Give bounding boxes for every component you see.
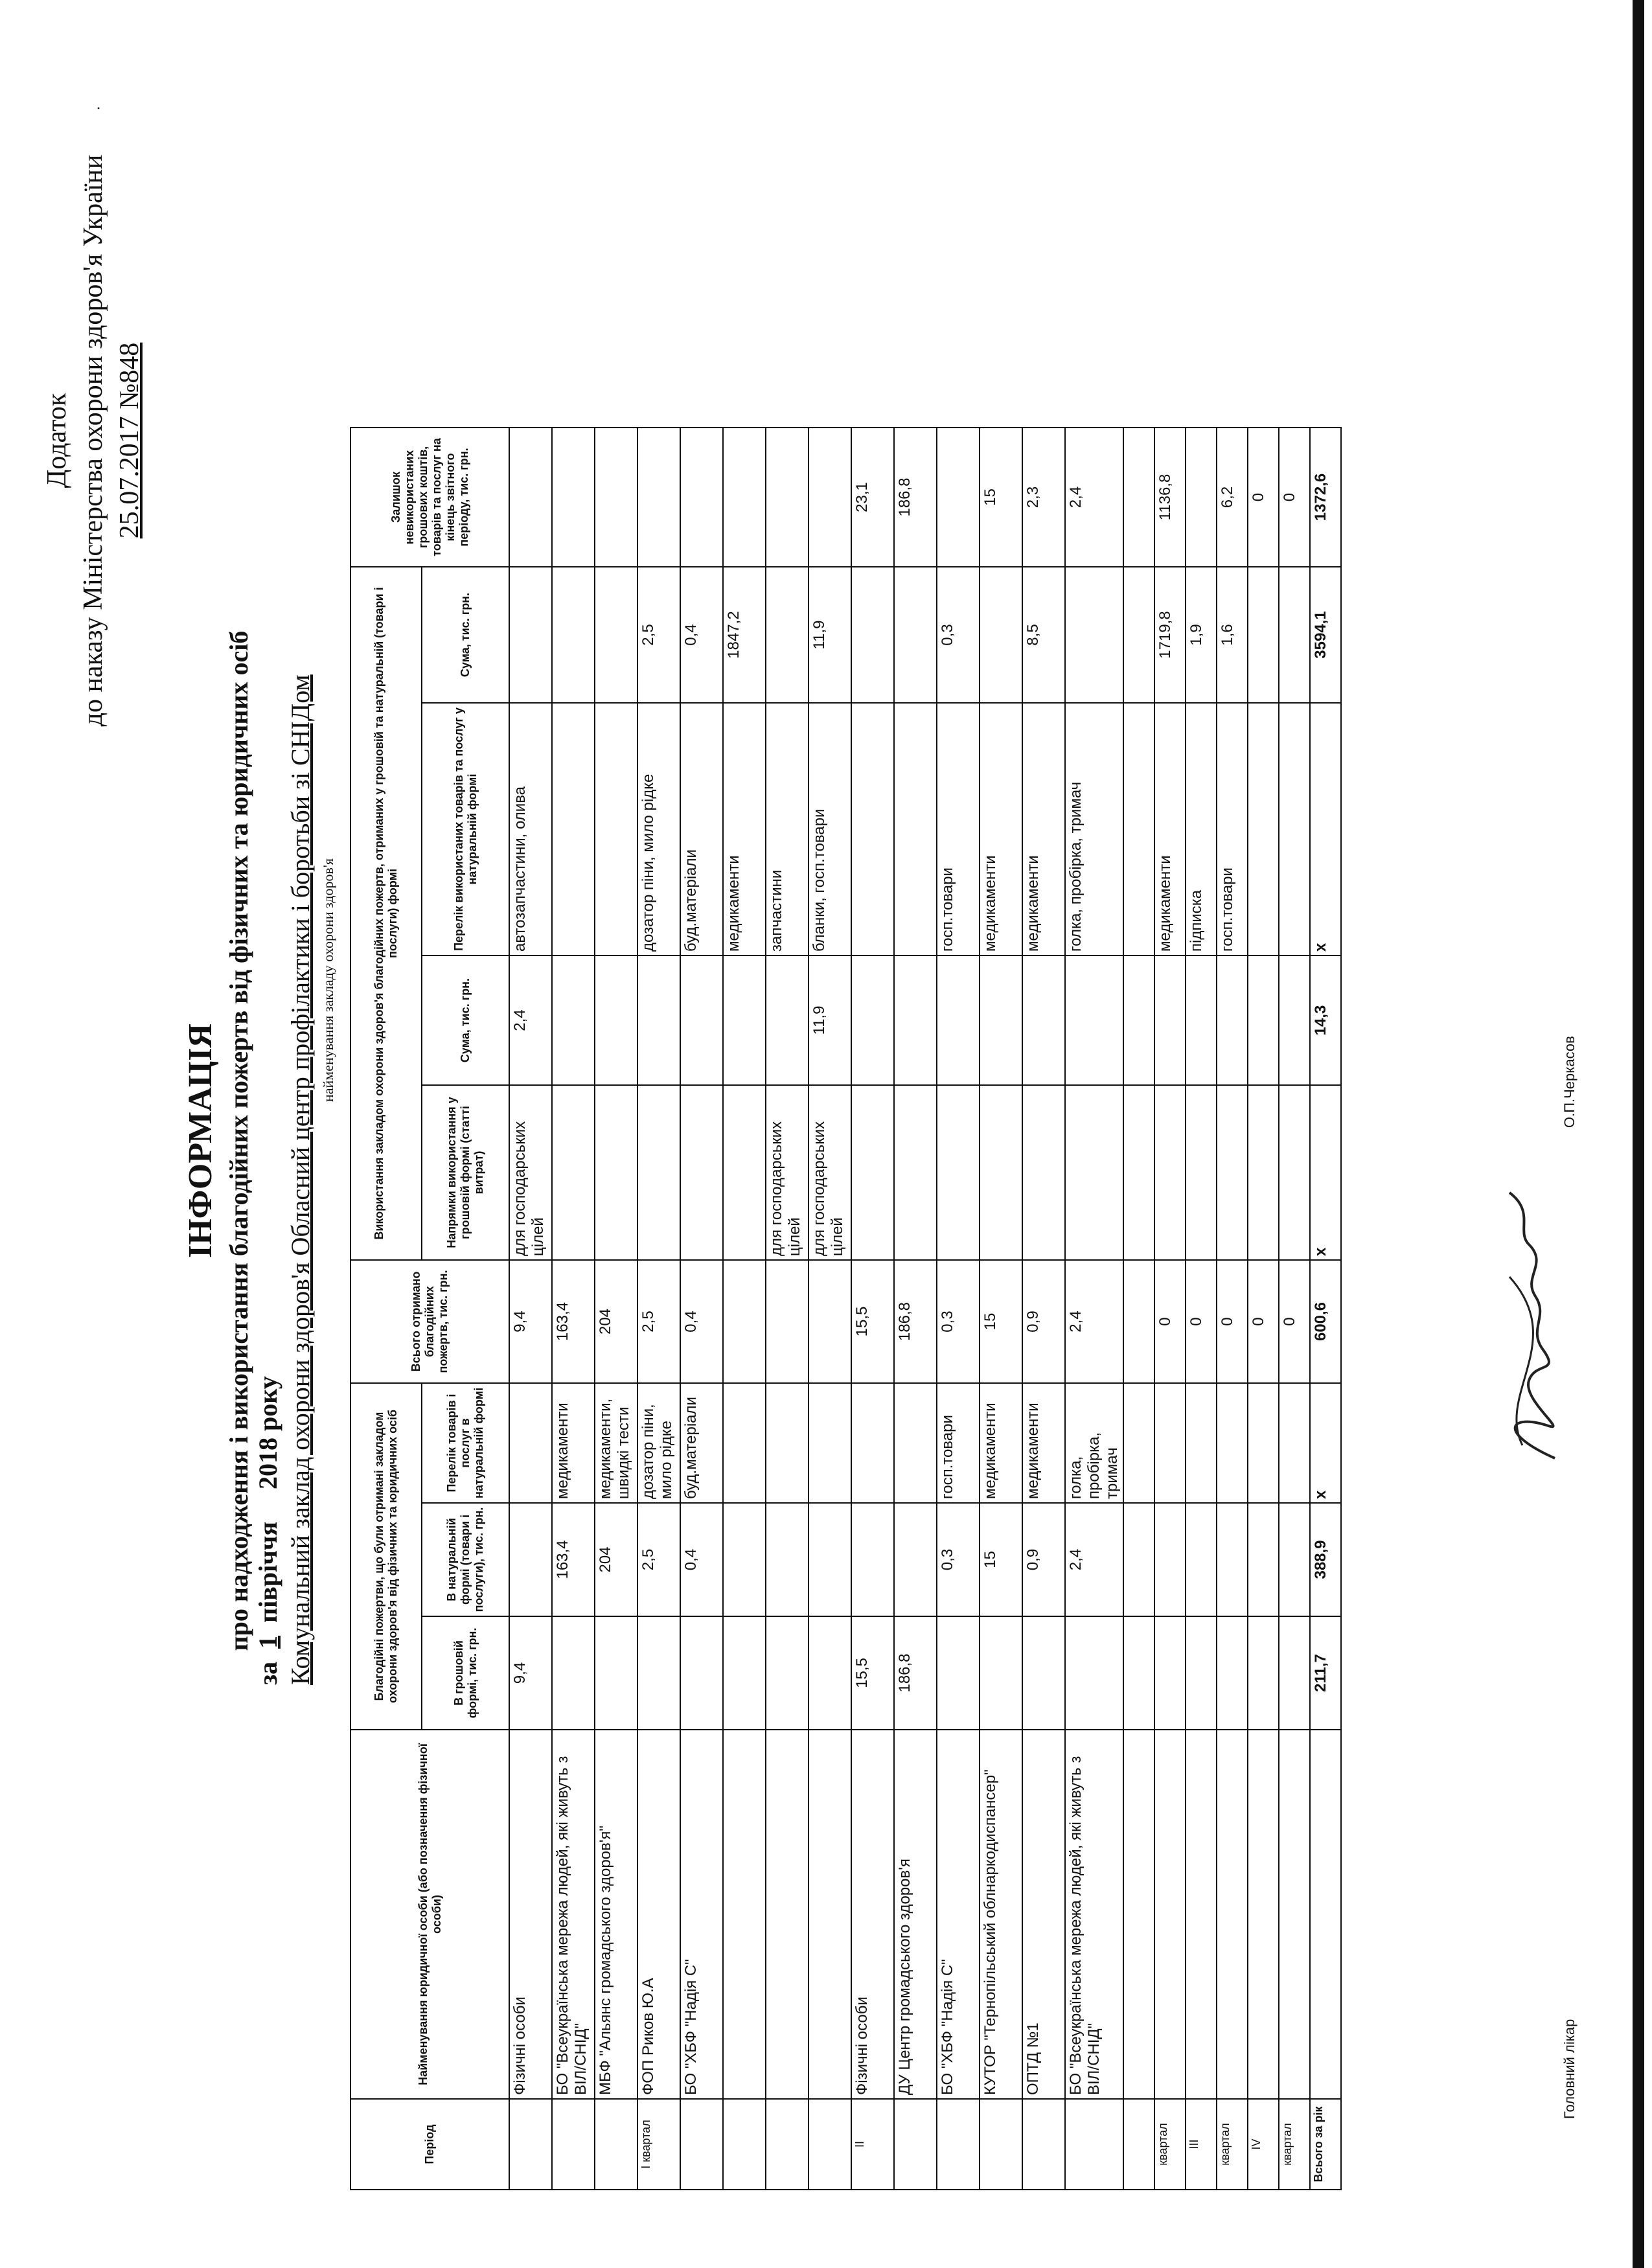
title-sub: про надходження і використання благодійних пожертв від фізичних та юридичних осіб	[224, 630, 253, 1651]
cell-cash	[723, 1616, 766, 1730]
header-cash: В грошовій формі, тис. грн.	[422, 1616, 509, 1730]
cell-dir	[980, 1085, 1022, 1260]
cell-period	[809, 2099, 851, 2190]
cell-inkind	[809, 1503, 851, 1616]
cell-donor	[809, 1730, 851, 2099]
cell-bal: 6,2	[1217, 428, 1248, 567]
cell-usum: 0,4	[680, 567, 723, 703]
cell-list: буд.матеріали	[680, 1383, 723, 1503]
header-inkind: В натуральній формі (товари і послуги), тис. грн.	[422, 1503, 509, 1616]
cell-bal	[937, 428, 980, 567]
cell-ulist: госп.товари	[937, 703, 980, 956]
cell-cash	[1022, 1616, 1065, 1730]
cell-period	[1123, 2099, 1154, 2190]
document-title	[181, 428, 254, 1853]
table-row	[1154, 428, 1186, 2190]
cell-usum: 1719,8	[1154, 567, 1186, 703]
cell-usum	[595, 567, 637, 703]
institution-caption: найменування закладу охорони здоров'я	[320, 858, 336, 1102]
cell-bal	[680, 428, 723, 567]
cell-period	[595, 2099, 637, 2190]
institution-name: Комунальний заклад охорони здоров'я Обласний центр профілактики і боротьби зі СНІДом	[286, 674, 315, 1685]
cell-bal: 1136,8	[1154, 428, 1186, 567]
cell-inkind	[1217, 1503, 1248, 1616]
table-row	[1022, 428, 1065, 2190]
cell-ulist: бланки, госп.товари	[809, 703, 851, 956]
cell-cash	[980, 1616, 1022, 1730]
header-inkind-list: Перелік товарів і послуг в натуральній формі	[422, 1383, 509, 1503]
cell-usum	[1123, 567, 1154, 703]
cell-inkind: 0,3	[937, 1503, 980, 1616]
cell-usum	[894, 567, 937, 703]
cell-usum	[1248, 567, 1279, 703]
cell-donor	[1310, 1730, 1341, 2099]
cell-period	[980, 2099, 1022, 2190]
cell-period: II	[851, 2099, 894, 2190]
cell-usum: 1,9	[1186, 567, 1217, 703]
cell-dir	[1186, 1085, 1217, 1260]
cell-dir: для господарських цілей	[509, 1085, 552, 1260]
period-year: 2018 року	[253, 1376, 282, 1490]
cell-cash	[680, 1616, 723, 1730]
cell-inkind	[723, 1503, 766, 1616]
cell-total: 163,4	[552, 1260, 595, 1383]
cell-usum: 11,9	[809, 567, 851, 703]
cell-csum	[1022, 956, 1065, 1085]
cell-usum: 8,5	[1022, 567, 1065, 703]
table-row	[1186, 428, 1217, 2190]
cell-inkind	[1248, 1503, 1279, 1616]
cell-dir	[937, 1085, 980, 1260]
signer-position: Головний лікар	[1561, 2019, 1577, 2119]
cell-period	[1065, 2099, 1123, 2190]
cell-donor: БО "ХБФ "Надія С"	[680, 1730, 723, 2099]
cell-ulist	[595, 703, 637, 956]
cell-dir	[1065, 1085, 1123, 1260]
cell-total: 15,5	[851, 1260, 894, 1383]
appendix-order: до наказу Міністерства охорони здоров'я України	[78, 154, 108, 727]
table-row	[1065, 428, 1123, 2190]
cell-csum	[937, 956, 980, 1085]
cell-donor	[1123, 1730, 1154, 2099]
cell-total: 0	[1154, 1260, 1186, 1383]
cell-dir	[1279, 1085, 1310, 1260]
cell-dir	[851, 1085, 894, 1260]
cell-bal	[809, 428, 851, 567]
table-row	[1217, 428, 1248, 2190]
cell-inkind	[1154, 1503, 1186, 1616]
table-row	[766, 428, 809, 2190]
cell-usum: 3594,1	[1310, 567, 1341, 703]
cell-total	[1123, 1260, 1154, 1383]
cell-donor: КУТОР "Тернопільський облнаркодиспансер"	[980, 1730, 1022, 2099]
cell-period: квартал	[1279, 2099, 1310, 2190]
table-row	[1248, 428, 1279, 2190]
cell-csum	[1065, 956, 1123, 1085]
cell-inkind: 15	[980, 1503, 1022, 1616]
cell-bal: 2,4	[1065, 428, 1123, 567]
cell-cash: 186,8	[894, 1616, 937, 1730]
cell-donor	[1154, 1730, 1186, 2099]
cell-list	[1279, 1383, 1310, 1503]
cell-ulist	[1279, 703, 1310, 956]
cell-total: 0,3	[937, 1260, 980, 1383]
cell-bal: 0	[1248, 428, 1279, 567]
cell-total: 0,9	[1022, 1260, 1065, 1383]
table-row	[980, 428, 1022, 2190]
cell-total: 0	[1248, 1260, 1279, 1383]
cell-donor: ОПТД №1	[1022, 1730, 1065, 2099]
table-row	[1310, 428, 1341, 2190]
cell-inkind	[766, 1503, 809, 1616]
cell-ulist: підписка	[1186, 703, 1217, 956]
table-row	[680, 428, 723, 2190]
cell-dir	[1123, 1085, 1154, 1260]
cell-inkind: 2,4	[1065, 1503, 1123, 1616]
header-used-group: Використання закладом охорони здоров'я благодійних пожертв, отриманих у грошовій та натуральній (товари і послуги) формі	[350, 567, 422, 1260]
cell-usum: 1,6	[1217, 567, 1248, 703]
cell-cash: 9,4	[509, 1616, 552, 1730]
cell-period: I квартал	[637, 2099, 680, 2190]
cell-ulist	[552, 703, 595, 956]
cell-usum	[980, 567, 1022, 703]
cell-bal: 23,1	[851, 428, 894, 567]
cell-ulist	[1248, 703, 1279, 956]
table-row	[509, 428, 552, 2190]
cell-cash	[937, 1616, 980, 1730]
cell-cash: 211,7	[1310, 1616, 1341, 1730]
cell-ulist: автозапчастини, олива	[509, 703, 552, 956]
cell-list	[766, 1383, 809, 1503]
cell-ulist: x	[1310, 703, 1341, 956]
appendix-header	[39, 149, 148, 732]
cell-total: 186,8	[894, 1260, 937, 1383]
cell-inkind: 388,9	[1310, 1503, 1341, 1616]
cell-usum: 2,5	[637, 567, 680, 703]
cell-cash	[595, 1616, 637, 1730]
header-total: Всього отримано благодійних пожертв, тис. грн.	[350, 1260, 509, 1383]
cell-total	[723, 1260, 766, 1383]
cell-list	[509, 1383, 552, 1503]
cell-list: медикаменти, швидкі тести	[595, 1383, 637, 1503]
cell-inkind: 2,5	[637, 1503, 680, 1616]
cell-bal	[1123, 428, 1154, 567]
scan-edge	[1633, 0, 1644, 2268]
cell-period: квартал	[1217, 2099, 1248, 2190]
cell-dir	[894, 1085, 937, 1260]
cell-list: медикаменти	[1022, 1383, 1065, 1503]
cell-csum	[1123, 956, 1154, 1085]
header-balance: Залишок невикористаних грошових коштів, товарів та послуг на кінець звітного періоду, тис. грн.	[350, 428, 509, 567]
cell-ulist: буд.матеріали	[680, 703, 723, 956]
cell-list	[1154, 1383, 1186, 1503]
appendix-label: Додаток	[42, 393, 72, 488]
table-row	[637, 428, 680, 2190]
cell-period	[723, 2099, 766, 2190]
table-row	[1123, 428, 1154, 2190]
cell-total: 204	[595, 1260, 637, 1383]
cell-list	[894, 1383, 937, 1503]
period-num: 1	[253, 1635, 282, 1649]
table-row	[595, 428, 637, 2190]
cell-csum	[766, 956, 809, 1085]
cell-csum	[1154, 956, 1186, 1085]
cell-inkind	[1279, 1503, 1310, 1616]
cell-dir	[723, 1085, 766, 1260]
cell-csum	[723, 956, 766, 1085]
header-inkind-used-list: Перелік використаних товарів та послуг у натуральній формі	[422, 703, 509, 956]
cell-total	[809, 1260, 851, 1383]
cell-csum	[637, 956, 680, 1085]
cell-csum	[1217, 956, 1248, 1085]
table-row	[552, 428, 595, 2190]
cell-inkind	[509, 1503, 552, 1616]
cell-inkind	[851, 1503, 894, 1616]
cell-dir: для господарських цілей	[766, 1085, 809, 1260]
cell-cash	[1279, 1616, 1310, 1730]
signer-name: О.П.Черкасов	[1561, 1036, 1577, 1128]
scan-mark: ·	[91, 106, 108, 111]
header-cash-direction: Напрямки використання у грошовій формі (статті витрат)	[422, 1085, 509, 1260]
table-body	[509, 428, 1341, 2190]
cell-dir	[680, 1085, 723, 1260]
cell-bal	[595, 428, 637, 567]
cell-cash	[552, 1616, 595, 1730]
cell-list	[809, 1383, 851, 1503]
cell-csum	[552, 956, 595, 1085]
cell-total: 0	[1217, 1260, 1248, 1383]
cell-ulist: дозатор піни, мило рідке	[637, 703, 680, 956]
cell-inkind	[894, 1503, 937, 1616]
cell-csum	[851, 956, 894, 1085]
title-main: ІНФОРМАЦІЯ	[182, 1023, 219, 1259]
cell-list	[1123, 1383, 1154, 1503]
cell-donor: БО "Всеукраїнська мережа людей, які живуть з ВІЛ/СНІД"	[552, 1730, 595, 2099]
cell-usum: 0,3	[937, 567, 980, 703]
cell-dir	[1154, 1085, 1186, 1260]
cell-total: 0,4	[680, 1260, 723, 1383]
cell-dir	[595, 1085, 637, 1260]
cell-ulist: медикаменти	[1022, 703, 1065, 956]
cell-total: 9,4	[509, 1260, 552, 1383]
cell-total: 2,5	[637, 1260, 680, 1383]
cell-dir	[1022, 1085, 1065, 1260]
cell-csum	[595, 956, 637, 1085]
cell-donor: БО "Всеукраїнська мережа людей, які живуть з ВІЛ/СНІД"	[1065, 1730, 1123, 2099]
table-row	[937, 428, 980, 2190]
table-row	[723, 428, 766, 2190]
cell-usum: 1847,2	[723, 567, 766, 703]
cell-csum	[680, 956, 723, 1085]
cell-csum: 14,3	[1310, 956, 1341, 1085]
cell-total: 15	[980, 1260, 1022, 1383]
cell-period	[937, 2099, 980, 2190]
period-za: за	[253, 1661, 282, 1685]
cell-list: дозатор піни, мило рідке	[637, 1383, 680, 1503]
cell-usum	[851, 567, 894, 703]
cell-inkind: 204	[595, 1503, 637, 1616]
cell-ulist: запчастини	[766, 703, 809, 956]
cell-donor	[1279, 1730, 1310, 2099]
cell-donor	[1248, 1730, 1279, 2099]
cell-list: медикаменти	[980, 1383, 1022, 1503]
cell-list	[851, 1383, 894, 1503]
cell-bal	[723, 428, 766, 567]
cell-total: 0	[1279, 1260, 1310, 1383]
cell-ulist	[851, 703, 894, 956]
cell-csum	[1186, 956, 1217, 1085]
cell-list: медикаменти	[552, 1383, 595, 1503]
cell-dir: для господарських цілей	[809, 1085, 851, 1260]
cell-usum	[766, 567, 809, 703]
cell-dir	[1217, 1085, 1248, 1260]
cell-bal	[766, 428, 809, 567]
cell-inkind: 0,4	[680, 1503, 723, 1616]
table-row	[851, 428, 894, 2190]
cell-cash	[1186, 1616, 1217, 1730]
cell-cash	[1065, 1616, 1123, 1730]
cell-donor: Фізичні особи	[851, 1730, 894, 2099]
cell-dir: x	[1310, 1085, 1341, 1260]
cell-inkind	[1186, 1503, 1217, 1616]
cell-donor: ФОП Риков Ю.А	[637, 1730, 680, 2099]
cell-csum	[980, 956, 1022, 1085]
cell-ulist: госп.товари	[1217, 703, 1248, 956]
header-cash-sum: Сума, тис. грн.	[422, 956, 509, 1085]
cell-csum	[1279, 956, 1310, 1085]
cell-usum	[1279, 567, 1310, 703]
cell-csum: 2,4	[509, 956, 552, 1085]
header-period: Період	[350, 2099, 509, 2190]
cell-donor	[1186, 1730, 1217, 2099]
cell-period: IV	[1248, 2099, 1279, 2190]
donations-table	[350, 427, 1342, 2190]
cell-list	[1217, 1383, 1248, 1503]
cell-list: госп.товари	[937, 1383, 980, 1503]
cell-cash	[1123, 1616, 1154, 1730]
cell-csum: 11,9	[809, 956, 851, 1085]
cell-period: Всього за рік	[1310, 2099, 1341, 2190]
cell-period: квартал	[1154, 2099, 1186, 2190]
cell-donor: БО "ХБФ "Надія С"	[937, 1730, 980, 2099]
header-inkind-sum: Сума, тис. грн.	[422, 567, 509, 703]
cell-total: 600,6	[1310, 1260, 1341, 1383]
cell-cash	[1154, 1616, 1186, 1730]
cell-ulist: медикаменти	[1154, 703, 1186, 956]
cell-cash	[1248, 1616, 1279, 1730]
table-row	[1279, 428, 1310, 2190]
cell-list	[1248, 1383, 1279, 1503]
cell-period	[680, 2099, 723, 2190]
cell-bal: 186,8	[894, 428, 937, 567]
cell-list	[723, 1383, 766, 1503]
cell-bal: 0	[1279, 428, 1310, 567]
cell-bal: 2,3	[1022, 428, 1065, 567]
cell-donor: Фізичні особи	[509, 1730, 552, 2099]
cell-total: 2,4	[1065, 1260, 1123, 1383]
cell-period	[509, 2099, 552, 2190]
appendix-date: 25.07.2017 №848	[115, 342, 144, 539]
cell-inkind: 0,9	[1022, 1503, 1065, 1616]
cell-total: 0	[1186, 1260, 1217, 1383]
cell-cash	[809, 1616, 851, 1730]
cell-bal	[637, 428, 680, 567]
header-donor: Найменування юридичної особи (або позначення фізичної особи)	[350, 1730, 509, 2099]
cell-cash	[1217, 1616, 1248, 1730]
cell-dir	[1248, 1085, 1279, 1260]
cell-donor: ДУ Центр громадського здоров'я	[894, 1730, 937, 2099]
cell-period	[1022, 2099, 1065, 2190]
cell-inkind	[1123, 1503, 1154, 1616]
cell-bal	[1186, 428, 1217, 567]
cell-csum	[894, 956, 937, 1085]
cell-list: x	[1310, 1383, 1341, 1503]
cell-list	[1186, 1383, 1217, 1503]
cell-period: III	[1186, 2099, 1217, 2190]
cell-dir	[552, 1085, 595, 1260]
cell-donor: МБФ "Альянс громадського здоров'я"	[595, 1730, 637, 2099]
cell-ulist	[1123, 703, 1154, 956]
cell-ulist: медикаменти	[980, 703, 1022, 956]
cell-list: голка, пробірка, тримач	[1065, 1383, 1123, 1503]
cell-period	[766, 2099, 809, 2190]
cell-ulist: медикаменти	[723, 703, 766, 956]
cell-inkind: 163,4	[552, 1503, 595, 1616]
cell-ulist: голка, пробірка, тримач	[1065, 703, 1123, 956]
cell-donor	[723, 1730, 766, 2099]
table-row	[894, 428, 937, 2190]
cell-cash	[637, 1616, 680, 1730]
cell-dir	[637, 1085, 680, 1260]
cell-period	[894, 2099, 937, 2190]
period-halfyear: півріччя	[253, 1522, 282, 1623]
cell-cash: 15,5	[851, 1616, 894, 1730]
cell-usum	[552, 567, 595, 703]
header-received-group: Благодійні пожертви, що були отримані закладом охорони здоров'я від фізичних та юридичних осіб	[350, 1383, 422, 1730]
report-period	[253, 1376, 283, 1685]
table-row	[809, 428, 851, 2190]
cell-usum	[1065, 567, 1123, 703]
handwritten-signature-icon	[1484, 1186, 1581, 1471]
cell-bal: 15	[980, 428, 1022, 567]
cell-ulist	[894, 703, 937, 956]
cell-cash	[766, 1616, 809, 1730]
cell-bal	[552, 428, 595, 567]
cell-donor	[1217, 1730, 1248, 2099]
cell-period	[552, 2099, 595, 2190]
cell-bal	[509, 428, 552, 567]
cell-bal: 1372,6	[1310, 428, 1341, 567]
cell-csum	[1248, 956, 1279, 1085]
cell-donor	[766, 1730, 809, 2099]
cell-usum	[509, 567, 552, 703]
cell-total	[766, 1260, 809, 1383]
